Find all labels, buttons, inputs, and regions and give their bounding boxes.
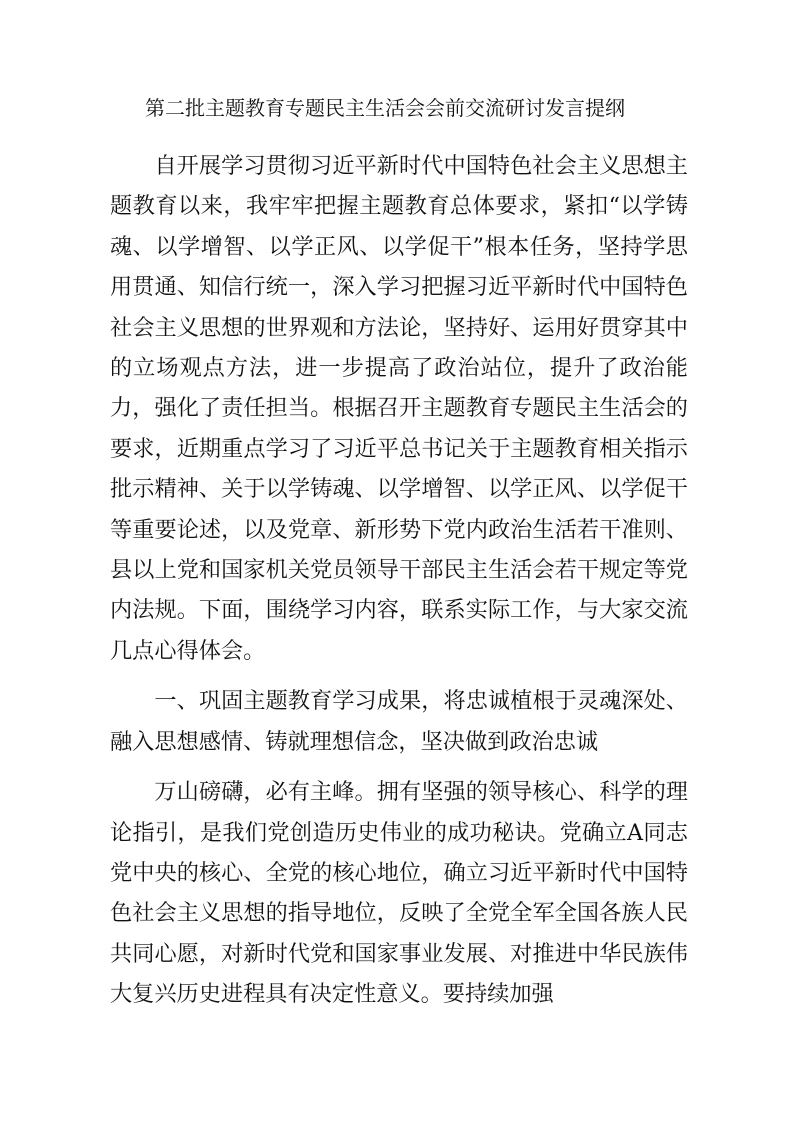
section-heading-1: 一、巩固主题教育学习成果，将忠诚植根于灵魂深处、融入思想感情、铸就理想信念，坚决做到政治忠诚: [110, 688, 688, 755]
document-title: 第二批主题教育专题民主生活会会前交流研讨发言提纲: [145, 96, 625, 120]
section-paragraph-1: 万山磅礴，必有主峰。拥有坚强的领导核心、科学的理论指引，是我们党创造历史伟业的成功秘诀。党确立A同志党中央的核心、全党的核心地位，确立习近平新时代中国特色社会主义思想的指导地位，反映了全党全军全国各族人民共同心愿，对新时代党和国家事业发展、对推进中华民族伟大复兴历史进程具有决定性意义。要持续加强: [110, 779, 688, 1008]
document-body: [110, 146, 688, 1015]
intro-paragraph: 自开展学习贯彻习近平新时代中国特色社会主义思想主题教育以来，我牢牢把握主题教育总体要求，紧扣“以学铸魂、以学增智、以学正风、以学促干”根本任务，坚持学思用贯通、知信行统一，深入学习把握习近平新时代中国特色社会主义思想的世界观和方法论，坚持好、运用好贯穿其中的立场观点方法，进一步提高了政治站位，提升了政治能力，强化了责任担当。根据召开主题教育专题民主生活会的要求，近期重点学习了习近平总书记关于主题教育相关指示批示精神、关于以学铸魂、以学增智、以学正风、以学促干等重要论述，以及党章、新形势下党内政治生活若干准则、县以上党和国家机关党员领导干部民主生活会若干规定等党内法规。下面，围绕学习内容，联系实际工作，与大家交流几点心得体会。: [110, 153, 688, 664]
